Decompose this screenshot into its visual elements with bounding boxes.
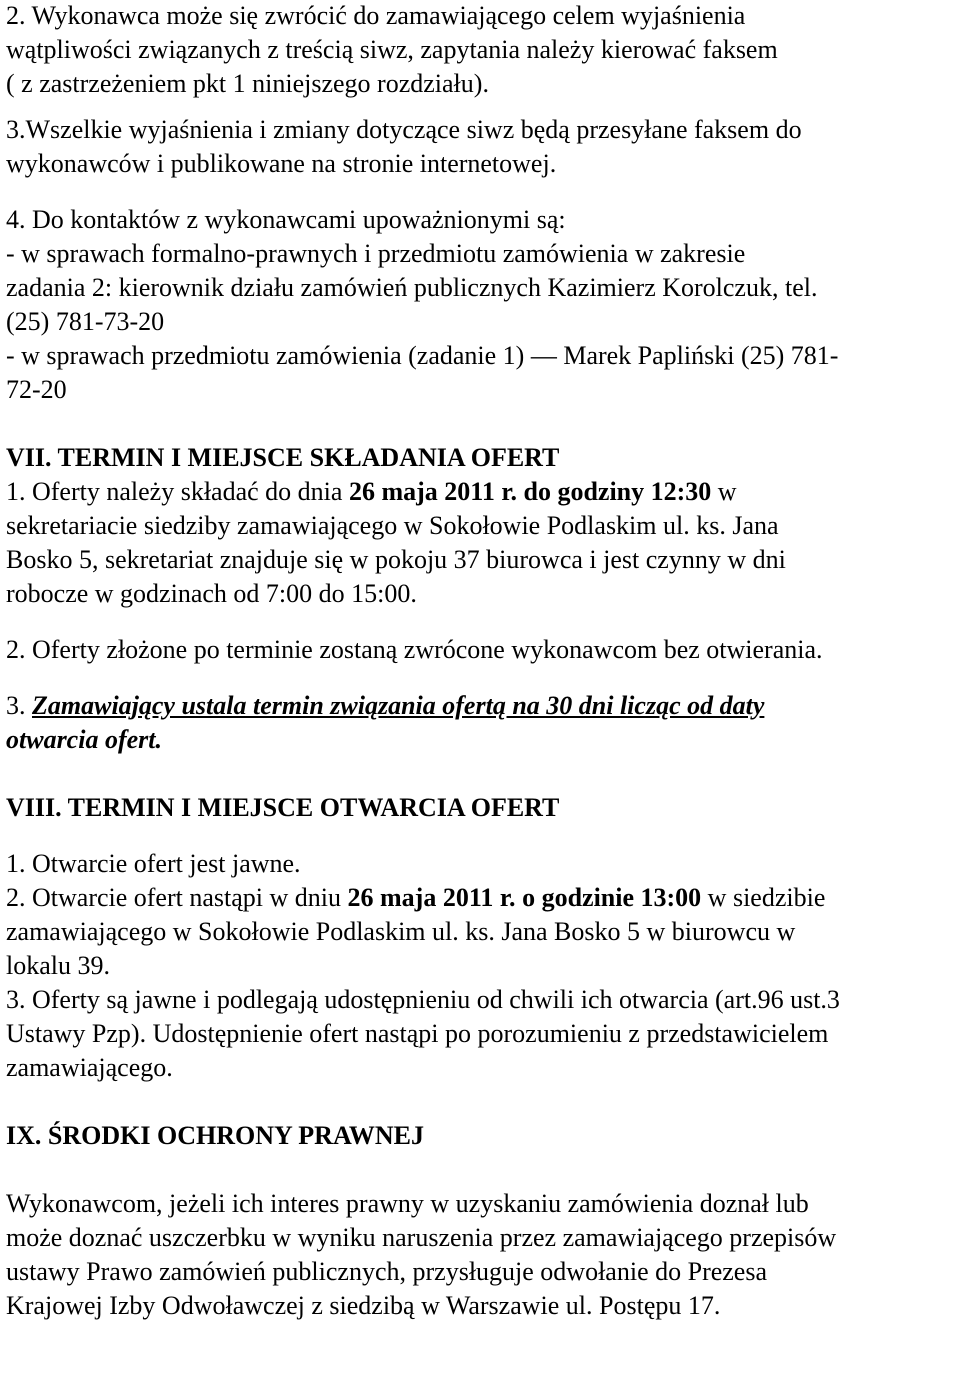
text-line: 72-20 [6, 375, 67, 404]
section-heading-viii: VIII. TERMIN I MIEJSCE OTWARCIA OFERT [6, 793, 560, 822]
text-line: Wykonawcom, jeżeli ich interes prawny w uzyskaniu zamówienia doznał lub [6, 1189, 809, 1218]
text-line: 4. Do kontaktów z wykonawcami upoważnionymi są: [6, 205, 566, 234]
submission-paragraph [6, 475, 958, 611]
late-offers-paragraph: 2. Oferty złożone po terminie zostaną zwrócone wykonawcom bez otwierania. [6, 635, 823, 664]
clarification-paragraph [6, 0, 958, 101]
text-line: wątpliwości związanych z treścią siwz, zapytania należy kierować faksem [6, 35, 778, 64]
opening-paragraph [6, 881, 958, 983]
text-line: Ustawy Pzp). Udostępnienie ofert nastąpi po porozumieniu z przedstawicielem [6, 1019, 829, 1048]
section-heading-vii: VII. TERMIN I MIEJSCE SKŁADANIA OFERT [6, 443, 560, 472]
disclosure-paragraph [6, 983, 958, 1085]
text-line: - w sprawach formalno-prawnych i przedmiotu zamówienia w zakresie [6, 239, 746, 268]
text-line: otwarcia ofert. [6, 725, 162, 754]
text-line: 1. Oferty należy składać do dnia 26 maja 2011 r. do godziny 12:30 w [6, 477, 737, 506]
contacts-paragraph [6, 203, 958, 407]
text-line: 2. Wykonawca może się zwrócić do zamawiającego celem wyjaśnienia [6, 1, 746, 30]
text-line: (25) 781-73-20 [6, 307, 165, 336]
binding-period-paragraph [6, 689, 958, 757]
text-line: 2. Otwarcie ofert nastąpi w dniu 26 maja 2011 r. o godzinie 13:00 w siedzibie [6, 883, 826, 912]
changes-paragraph [6, 113, 958, 181]
text-line: Bosko 5, sekretariat znajduje się w pokoju 37 biurowca i jest czynny w dni [6, 545, 786, 574]
text-line: 3. Zamawiający ustala termin związania ofertą na 30 dni licząc od daty [6, 691, 765, 720]
text-line: Krajowej Izby Odwoławczej z siedzibą w Warszawie ul. Postępu 17. [6, 1291, 721, 1320]
text-line: sekretariacie siedziby zamawiającego w Sokołowie Podlaskim ul. ks. Jana [6, 511, 779, 540]
text-line: robocze w godzinach od 7:00 do 15:00. [6, 579, 417, 608]
text-line: może doznać uszczerbku w wyniku naruszenia przez zamawiającego przepisów [6, 1223, 837, 1252]
text-line: zadania 2: kierownik działu zamówień publicznych Kazimierz Korolczuk, tel. [6, 273, 818, 302]
legal-protection-paragraph [6, 1187, 958, 1323]
text-line: ustawy Prawo zamówień publicznych, przysługuje odwołanie do Prezesa [6, 1257, 768, 1286]
section-heading-ix: IX. ŚRODKI OCHRONY PRAWNEJ [6, 1121, 424, 1150]
text-line: - w sprawach przedmiotu zamówienia (zadanie 1) — Marek Papliński (25) 781- [6, 341, 839, 370]
text-line: ( z zastrzeżeniem pkt 1 niniejszego rozdziału). [6, 69, 489, 98]
document-page [6, 0, 958, 1323]
public-opening-paragraph: 1. Otwarcie ofert jest jawne. [6, 849, 301, 878]
text-line: 3. Oferty są jawne i podlegają udostępnieniu od chwili ich otwarcia (art.96 ust.3 [6, 985, 840, 1014]
text-line: zamawiającego w Sokołowie Podlaskim ul. ks. Jana Bosko 5 w biurowcu w [6, 917, 796, 946]
text-line: zamawiającego. [6, 1053, 173, 1082]
text-line: lokalu 39. [6, 951, 110, 980]
text-line: wykonawców i publikowane na stronie internetowej. [6, 149, 557, 178]
text-line: 3.Wszelkie wyjaśnienia i zmiany dotyczące siwz będą przesyłane faksem do [6, 115, 802, 144]
